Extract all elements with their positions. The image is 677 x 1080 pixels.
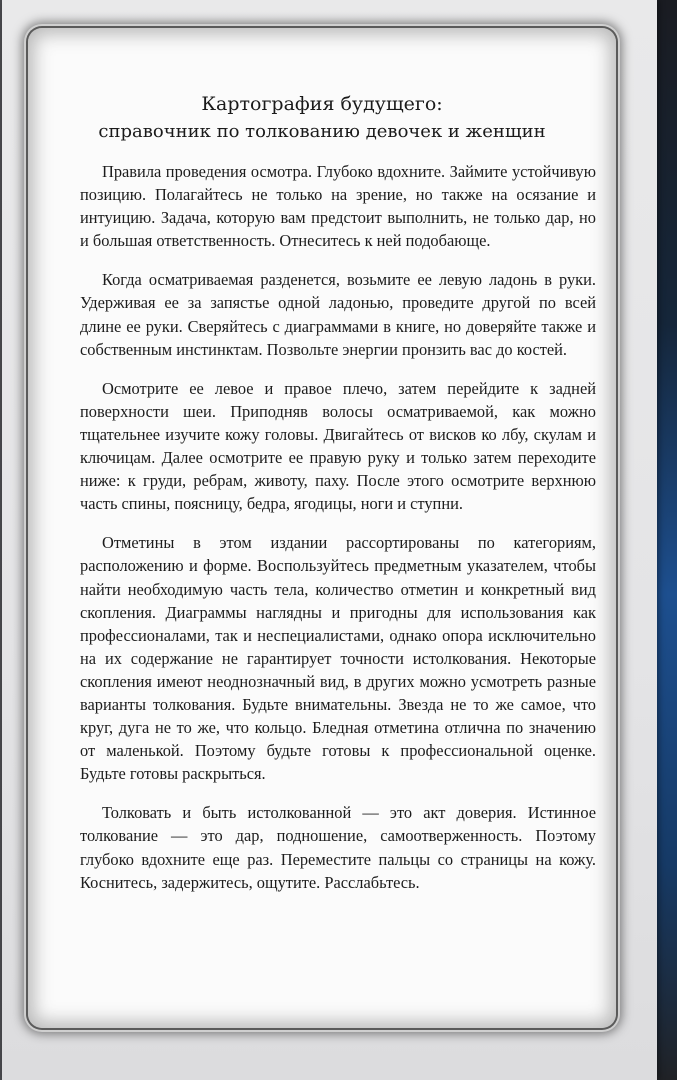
page-title	[28, 90, 616, 146]
paragraph-1: Правила проведения осмотра. Глубоко вдохните. Займите устойчивую позицию. Полагайтесь не только на зрение, но также на осязание и интуицию. Задача, которую вам предстоит выполнить, не только дар, но и большая ответственность. Отнеситесь к ней подобающе.	[80, 162, 596, 251]
paragraph-5: Толковать и быть истолкованной — это акт доверия. Истинное толкование — это дар, подношение, самоотверженность. Поэтому глубоко вдохните еще раз. Переместите пальцы со страницы на кожу. Коснитесь, задержитесь, ощутите. Расслабьтесь.	[80, 803, 596, 892]
title-line-1: Картография будущего:	[201, 93, 443, 115]
book-page	[2, 0, 657, 1080]
title-line-2: справочник по толкованию девочек и женщин	[98, 121, 546, 142]
paragraph-2: Когда осматриваемая разденется, возьмите ее левую ладонь в руки. Удерживая ее за запястье одной ладонью, проведите другой по всей длине ее руки. Сверяйтесь с диаграммами в книге, но доверяйте также и собственным инстинктам. Позвольте энергии пронзить вас до костей.	[80, 270, 596, 359]
paragraph-4: Отметины в этом издании рассортированы по категориям, расположению и форме. Воспользуйтесь предметным указателем, чтобы найти необходимую часть тела, количество отметин и конкретный вид скопления. Диаграммы наглядны и пригодны для использования как профессионалами, так и неспециалистами, однако опора исключительно на их содержание не гарантирует точности истолкования. Некоторые скопления имеют неоднозначный вид, в других можно усмотреть разные варианты толкования. Будьте внимательны. Звезда не то же самое, что круг, дуга не то же, что кольцо. Бледная отметина отлична по значению от маленькой. Поэтому будьте готовы к профессиональной оценке. Будьте готовы раскрыться.	[80, 533, 596, 784]
book-cover-edge	[655, 0, 677, 1080]
paragraph-3: Осмотрите ее левое и правое плечо, затем перейдите к задней поверхности шеи. Приподняв волосы осматриваемой, как можно тщательнее изучите кожу головы. Двигайтесь от висков ко лбу, скулам и ключицам. Далее осмотрите ее правую руку и только затем переходите ниже: к груди, ребрам, животу, паху. После этого осмотрите верхнюю часть спины, поясницу, бедра, ягодицы, ноги и ступни.	[80, 378, 596, 514]
page-frame	[28, 28, 616, 1028]
body-text	[80, 160, 596, 910]
